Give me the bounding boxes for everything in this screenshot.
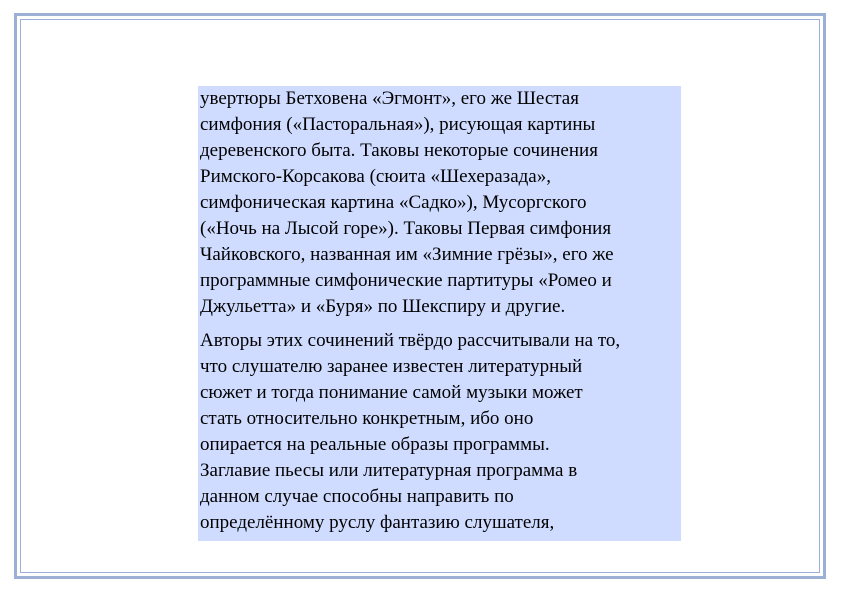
text-line: Римского-Корсакова (сюита «Шехеразада», xyxy=(200,166,551,187)
text-line: что слушателю заранее известен литературный xyxy=(200,356,583,377)
text-line: данном случае способны направить по xyxy=(200,486,514,507)
text-line: Авторы этих сочинений твёрдо рассчитывали на то, xyxy=(200,330,621,351)
text-line: Чайковского, названная им «Зимние грёзы», его же xyxy=(200,244,614,265)
text-line: опирается на реальные образы программы. xyxy=(200,434,550,455)
text-line: увертюры Бетховена «Эгмонт», его же Шестая xyxy=(200,88,579,109)
text-line: деревенского быта. Таковы некоторые сочинения xyxy=(200,140,598,161)
text-line: программные симфонические партитуры «Ромео и xyxy=(200,270,612,291)
text-line: симфония («Пасторальная»), рисующая картины xyxy=(200,114,596,135)
paragraph-2 xyxy=(200,328,681,536)
text-box xyxy=(198,86,681,541)
paragraph-1 xyxy=(200,86,681,320)
text-line: симфоническая картина «Садко»), Мусоргского xyxy=(200,192,587,213)
text-line: Джульетта» и «Буря» по Шекспиру и другие. xyxy=(200,296,566,317)
text-line: («Ночь на Лысой горе»). Таковы Первая симфония xyxy=(200,218,612,239)
text-line: стать относительно конкретным, ибо оно xyxy=(200,408,534,429)
text-line: Заглавие пьесы или литературная программа в xyxy=(200,460,578,481)
text-line: определённому руслу фантазию слушателя, xyxy=(200,512,555,533)
text-line: сюжет и тогда понимание самой музыки может xyxy=(200,382,583,403)
